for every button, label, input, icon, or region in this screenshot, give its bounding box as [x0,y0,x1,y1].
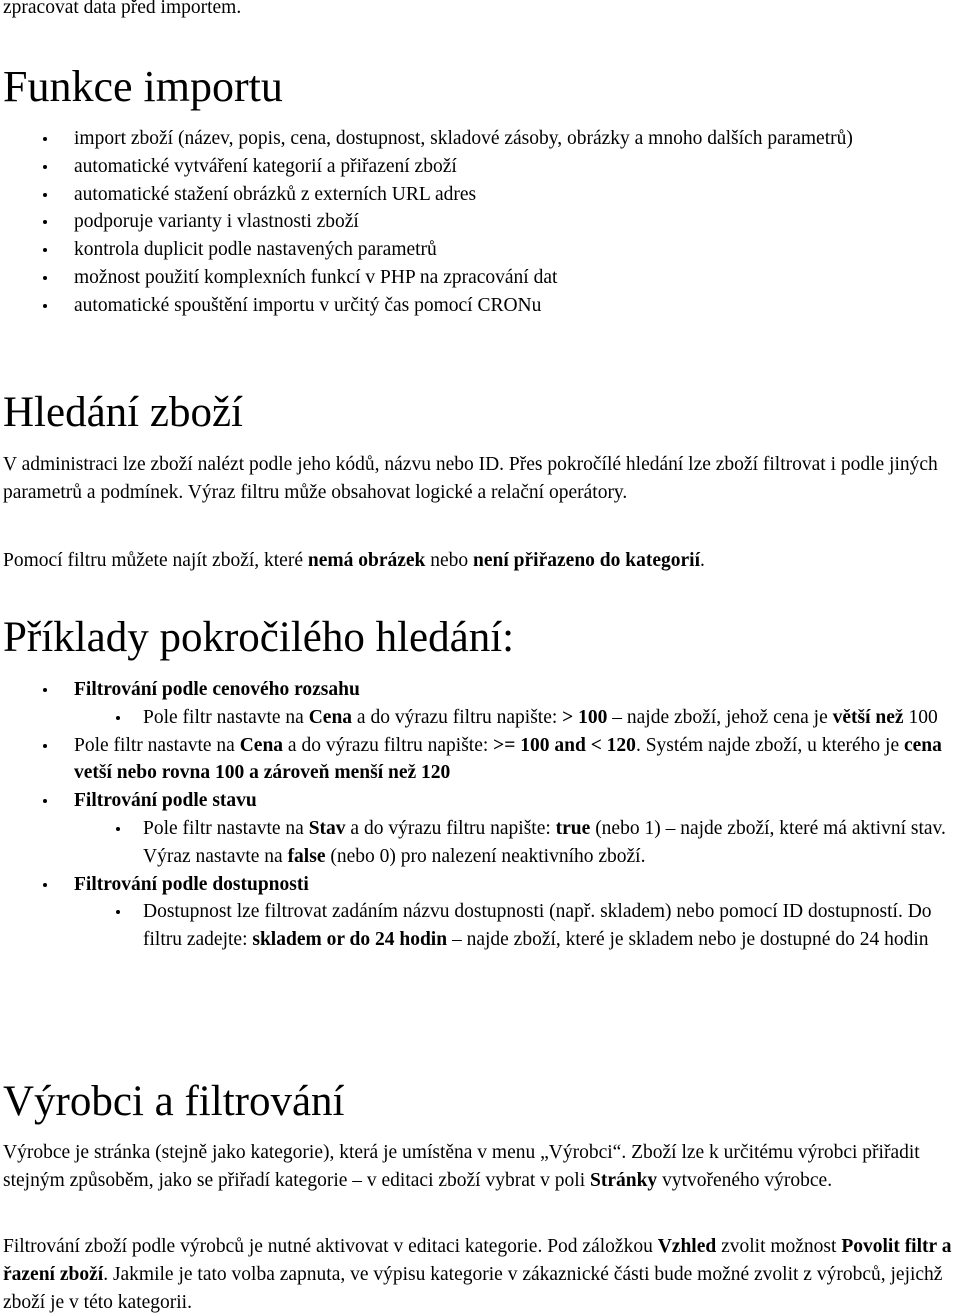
top-fragment: zpracovat data před importem. [3,0,242,18]
list-item-availability-sub: Dostupnost lze filtrovat zadáním názvu dostupnosti (např. skladem) nebo pomocí ID dostupností. Do filtru zadejte: skladem or do 24 hodin – najde zboží, které je skladem nebo je dostupné do 24 hodin [3,898,957,954]
list-item-state-sub: Pole filtr nastavte na Stav a do výrazu filtru napište: true (nebo 1) – najde zboží, které má aktivní stav. Výraz nastavte na false (nebo 0) pro nalezení neaktivního zboží. [3,815,957,871]
examples-list [3,676,957,954]
makers-paragraph-2: Filtrování zboží podle výrobců je nutné aktivovat v editaci kategorie. Pod záložkou Vzhled zvolit možnost Povolit filtr a řazení zboží. Jakmile je tato volba zapnuta, ve výpisu kategorie v zákaznické části bude možné zvolit z výrobců, jejichž zboží je v této kategorii. [3,1236,952,1313]
list-item: import zboží (název, popis, cena, dostupnost, skladové zásoby, obrázky a mnoho dalších parametrů) [3,125,957,153]
list-item-price-range: Pole filtr nastavte na Cena a do výrazu filtru napište: >= 100 and < 120. Systém najde zboží, u kterého je cena vetší nebo rovna 100 a zároveň menší než 120 [3,732,957,788]
makers-paragraph-1: Výrobce je stránka (stejně jako kategorie), která je umístěna v menu „Výrobci“. Zboží lze k určitému výrobci přiřadit stejným způsoběm, jako se přiřadí kategorie – v editaci zboží vybrat v poli Stránky vytvořeného výrobce. [3,1142,920,1191]
heading-examples: Příklady pokročilého hledání: [3,614,515,661]
list-item-state-title: Filtrování podle stavu [3,787,957,815]
import-features-list [3,125,957,320]
list-item-price-title: Filtrování podle cenového rozsahu [3,676,957,704]
list-item: kontrola duplicit podle nastavených parametrů [3,236,957,264]
list-item-availability-title: Filtrování podle dostupnosti [3,871,957,899]
heading-search: Hledání zboží [3,389,243,436]
search-paragraph-2: Pomocí filtru můžete najít zboží, které nemá obrázek nebo není přiřazeno do kategorií. [3,550,705,571]
list-item: automatické stažení obrázků z externích URL adres [3,181,957,209]
list-item: automatické spouštění importu v určitý čas pomocí CRONu [3,292,957,320]
search-paragraph-1: V administraci lze zboží nalézt podle jeho kódů, názvu nebo ID. Přes pokročílé hledání lze zboží filtrovat i podle jiných parametrů a podmínek. Výraz filtru může obsahovat logické a relační operátory. [3,454,938,503]
list-item: automatické vytváření kategorií a přiřazení zboží [3,153,957,181]
list-item-price-sub: Pole filtr nastavte na Cena a do výrazu filtru napište: > 100 – najde zboží, jehož cena je větší než 100 [3,704,957,732]
heading-makers: Výrobci a filtrování [3,1078,345,1125]
list-item: možnost použití komplexních funkcí v PHP na zpracování dat [3,264,957,292]
heading-import: Funkce importu [3,62,283,111]
list-item: podporuje varianty i vlastnosti zboží [3,208,957,236]
